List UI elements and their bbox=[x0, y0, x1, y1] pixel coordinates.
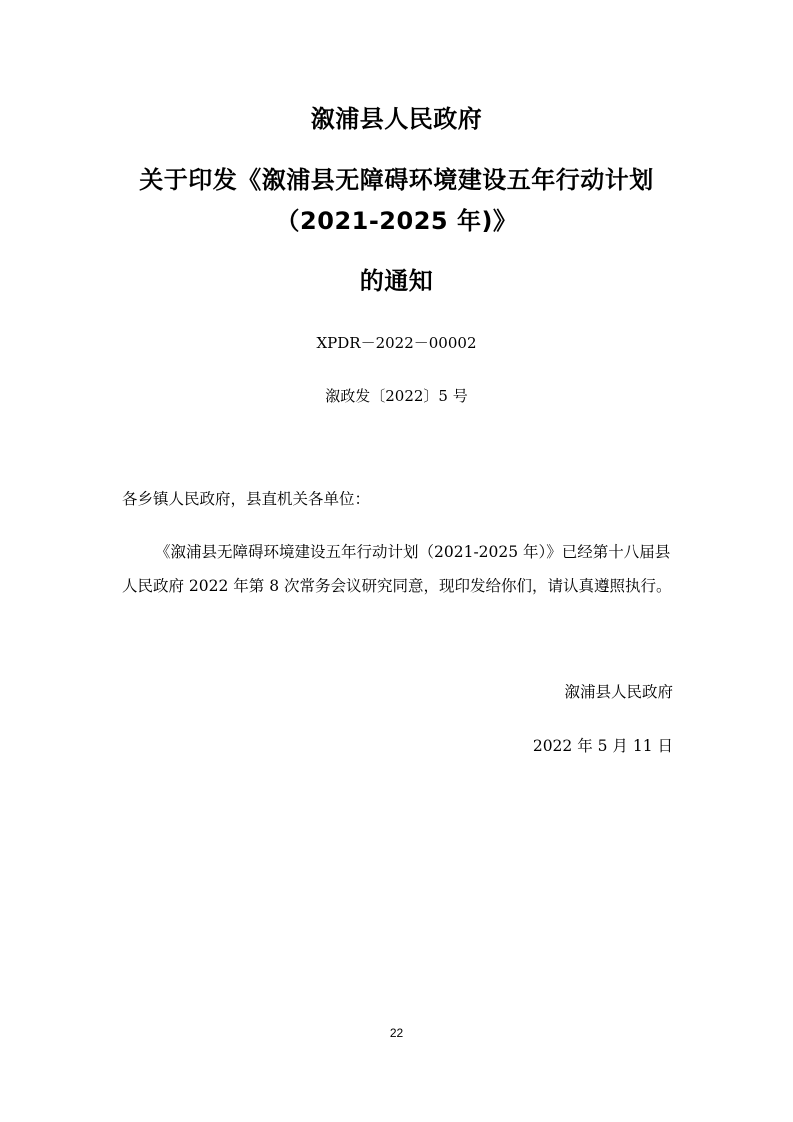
title-line-2: 关于印发《溆浦县无障碍环境建设五年行动计划 bbox=[139, 166, 654, 194]
issue-number: 溆政发〔2022〕5 号 bbox=[325, 387, 468, 405]
document-number: XPDR－2022－00002 bbox=[316, 334, 477, 352]
title-line-4: 的通知 bbox=[359, 267, 434, 295]
title-line-1: 溆浦县人民政府 bbox=[310, 105, 483, 133]
page-number: 22 bbox=[389, 1026, 404, 1040]
salutation: 各乡镇人民政府，县直机关各单位： bbox=[122, 490, 371, 508]
issuer-signature: 溆浦县人民政府 bbox=[564, 683, 673, 701]
body-paragraph-line-2: 人民政府 2022 年第 8 次常务会议研究同意，现印发给你们，请认真遵照执行。 bbox=[122, 577, 672, 595]
issue-date: 2022 年 5 月 11 日 bbox=[532, 737, 673, 755]
title-line-3: （2021-2025 年)》 bbox=[275, 207, 518, 235]
body-paragraph-line-1: 《溆浦县无障碍环境建设五年行动计划（2021-2025 年）》已经第十八届县 bbox=[155, 543, 671, 561]
